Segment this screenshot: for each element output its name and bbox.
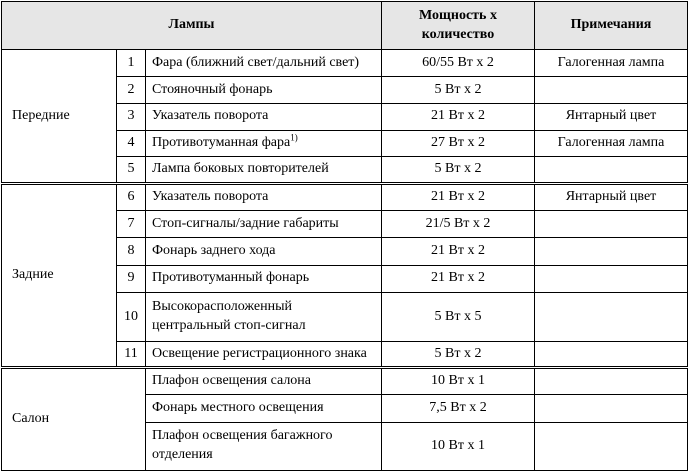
lamp-name: Указатель поворота (146, 103, 382, 130)
lamp-note (535, 156, 688, 183)
lamp-power: 5 Вт х 5 (382, 292, 535, 341)
group-cabin: Салон (2, 368, 146, 471)
header-row (2, 2, 688, 50)
row-number: 2 (117, 77, 146, 103)
lamp-power: 10 Вт х 1 (382, 368, 535, 395)
lamp-name: Стоп-сигналы/задние габариты (146, 211, 382, 238)
lamp-name: Лампа боковых повторителей (146, 156, 382, 183)
row-number: 4 (117, 130, 146, 156)
lamp-name: Указатель поворота (146, 184, 382, 211)
header-lamps: Лампы (2, 2, 382, 50)
table-row (2, 50, 688, 77)
lamp-power: 27 Вт х 2 (382, 130, 535, 156)
lamp-note (535, 211, 688, 238)
lamp-name (146, 292, 382, 341)
lamp-name: Освещение регистрационного знака (146, 342, 382, 368)
lamp-note (535, 77, 688, 103)
table-row (2, 184, 688, 211)
lamp-name: Фонарь местного освещения (146, 395, 382, 422)
lamp-power: 5 Вт х 2 (382, 342, 535, 368)
header-power (382, 2, 535, 50)
lamp-power: 21 Вт х 2 (382, 103, 535, 130)
lamp-specification-table (1, 1, 688, 471)
header-power-line2: количество (421, 26, 495, 42)
table-row (2, 368, 688, 395)
row-number: 3 (117, 103, 146, 130)
lamp-note (535, 395, 688, 422)
lamp-note (535, 292, 688, 341)
lamp-name-line2: отделения (152, 447, 213, 463)
group-rear: Задние (2, 184, 117, 368)
lamp-note: Янтарный цвет (535, 103, 688, 130)
lamp-name-text: Противотуманная фара (152, 134, 291, 150)
lamp-note (535, 422, 688, 470)
header-notes: Примечания (535, 2, 688, 50)
lamp-note (535, 368, 688, 395)
row-number: 9 (117, 265, 146, 292)
lamp-name: Противотуманный фонарь (146, 265, 382, 292)
lamp-name: Плафон освещения салона (146, 368, 382, 395)
lamp-power: 10 Вт х 1 (382, 422, 535, 470)
lamp-power: 21 Вт х 2 (382, 184, 535, 211)
lamp-name: Стояночный фонарь (146, 77, 382, 103)
lamp-name-line1: Плафон освещения багажного (152, 428, 333, 444)
lamp-note: Галогенная лампа (535, 50, 688, 77)
header-power-line1: Мощность х (419, 7, 497, 23)
group-front: Передние (2, 50, 117, 184)
row-number: 11 (117, 342, 146, 368)
lamp-note (535, 238, 688, 265)
lamp-power: 21/5 Вт х 2 (382, 211, 535, 238)
lamp-power: 60/55 Вт х 2 (382, 50, 535, 77)
lamp-power: 5 Вт х 2 (382, 156, 535, 183)
footnote-marker: 1) (290, 132, 298, 143)
lamp-note (535, 265, 688, 292)
lamp-note: Янтарный цвет (535, 184, 688, 211)
lamp-name-line2: центральный стоп-сигнал (152, 317, 306, 333)
lamp-name: Фонарь заднего хода (146, 238, 382, 265)
row-number: 1 (117, 50, 146, 77)
lamp-power: 21 Вт х 2 (382, 265, 535, 292)
row-number: 10 (117, 292, 146, 341)
lamp-note: Галогенная лампа (535, 130, 688, 156)
lamp-power: 21 Вт х 2 (382, 238, 535, 265)
lamp-name (146, 422, 382, 470)
lamp-name: Фара (ближний свет/дальний свет) (146, 50, 382, 77)
lamp-power: 7,5 Вт х 2 (382, 395, 535, 422)
row-number: 5 (117, 156, 146, 183)
lamp-name (146, 130, 382, 156)
lamp-note (535, 342, 688, 368)
row-number: 7 (117, 211, 146, 238)
row-number: 6 (117, 184, 146, 211)
lamp-name-line1: Высокорасположенный (152, 299, 293, 315)
row-number: 8 (117, 238, 146, 265)
lamp-power: 5 Вт х 2 (382, 77, 535, 103)
